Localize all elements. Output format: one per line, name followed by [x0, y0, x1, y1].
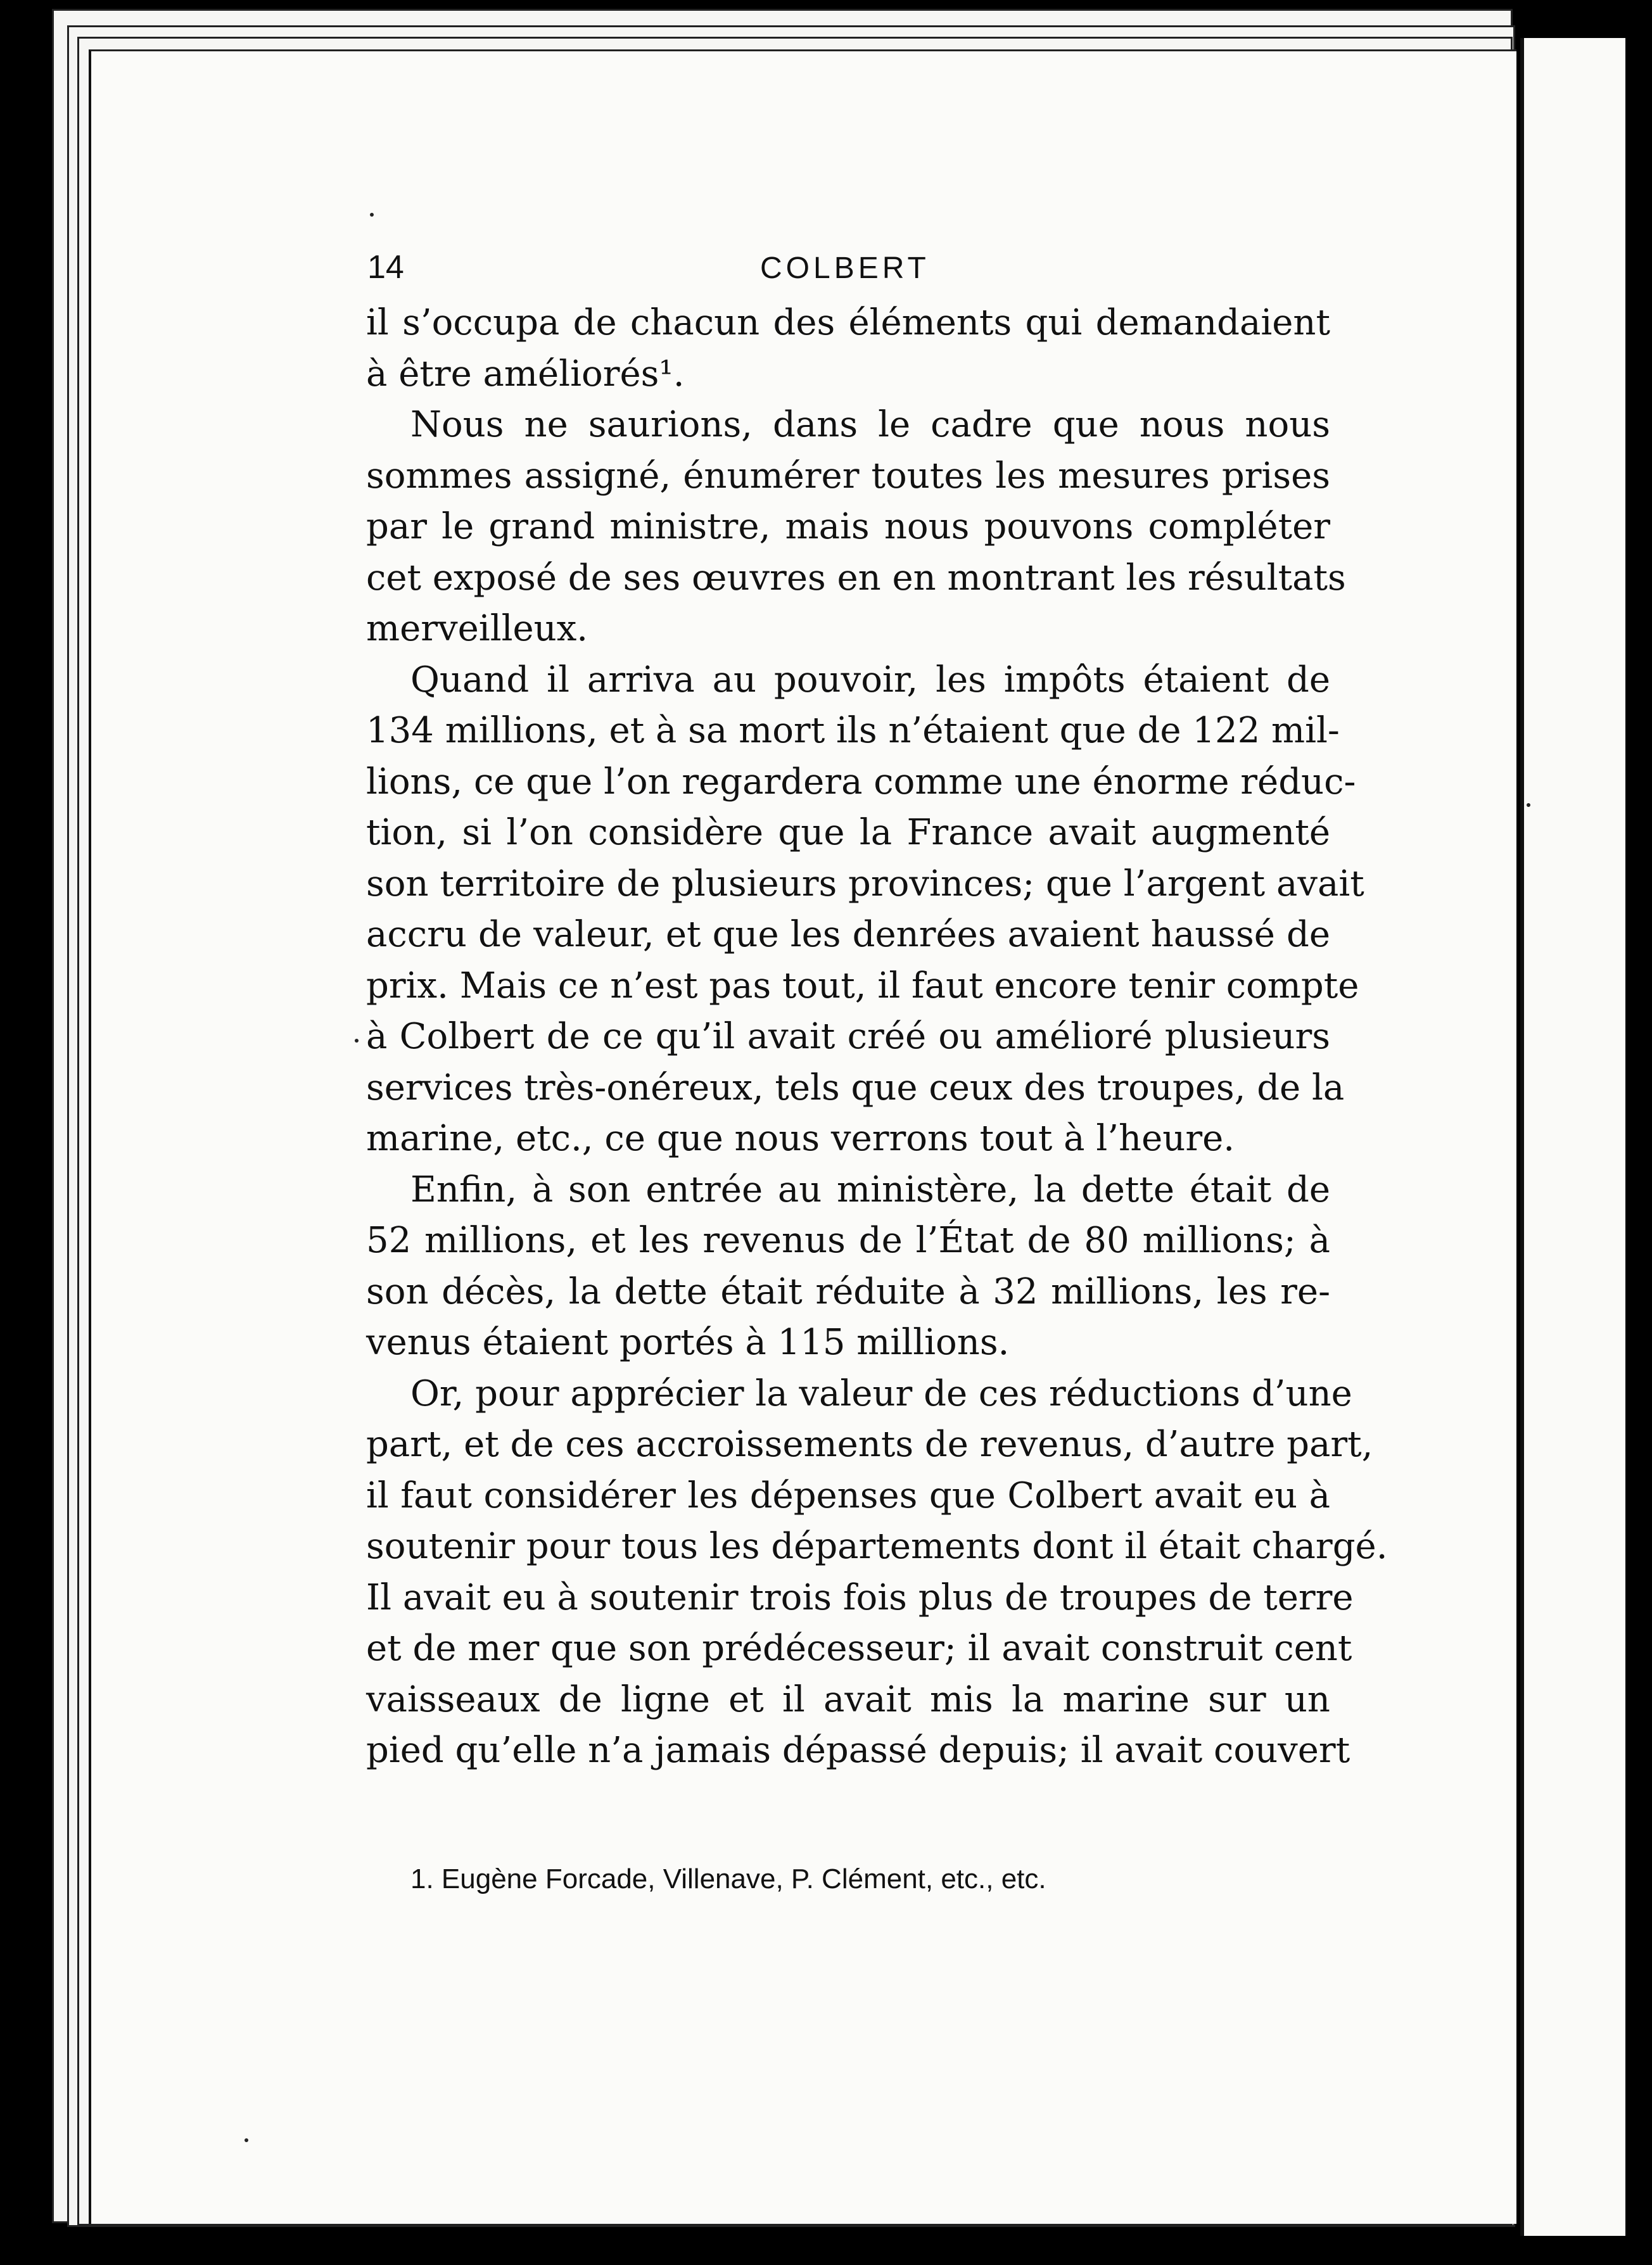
- text-line: services très-onéreux, tels que ceux des troupes, de la: [366, 1067, 1345, 1108]
- text-line: merveilleux.: [366, 608, 588, 649]
- text-line: Or, pour apprécier la valeur de ces réductions d’une: [410, 1373, 1352, 1414]
- text-line: soutenir pour tous les départements dont il était chargé.: [366, 1526, 1388, 1567]
- facing-page-edge: [1520, 38, 1625, 2236]
- text-line: sommes assigné, énumérer toutes les mesures prises: [366, 455, 1330, 497]
- scan-speck: [1527, 803, 1530, 807]
- text-line: cet exposé de ses œuvres en en montrant les résultats: [366, 557, 1346, 599]
- text-line: prix. Mais ce n’est pas tout, il faut encore tenir compte: [366, 965, 1359, 1006]
- footnote: 1. Eugène Forcade, Villenave, P. Clément, etc., etc.: [410, 1863, 1046, 1894]
- text-line: Nous ne saurions, dans le cadre que nous nous: [410, 404, 1330, 445]
- text-line: son territoire de plusieurs provinces; que l’argent avait: [366, 863, 1364, 904]
- text-line: Il avait eu à soutenir trois fois plus de troupes de terre: [366, 1577, 1354, 1618]
- text-line: 52 millions, et les revenus de l’État de 80 millions; à: [366, 1220, 1330, 1261]
- body-text: [366, 298, 1388, 1777]
- text-line: à Colbert de ce qu’il avait créé ou amélioré plusieurs: [366, 1016, 1330, 1057]
- text-line: il faut considérer les dépenses que Colbert avait eu à: [366, 1475, 1330, 1516]
- text-line: Quand il arriva au pouvoir, les impôts étaient de: [410, 659, 1330, 701]
- text-line: 134 millions, et à sa mort ils n’étaient que de 122 mil-: [366, 710, 1340, 751]
- text-line: part, et de ces accroissements de revenus, d’autre part,: [366, 1424, 1373, 1465]
- text-line: par le grand ministre, mais nous pouvons compléter: [366, 506, 1330, 547]
- text-line: accru de valeur, et que les denrées avaient haussé de: [366, 914, 1330, 955]
- page-number: 14: [367, 249, 404, 286]
- text-line: lions, ce que l’on regardera comme une énorme réduc-: [366, 761, 1356, 803]
- text-line: tion, si l’on considère que la France avait augmenté: [366, 812, 1330, 853]
- text-line: Enfin, à son entrée au ministère, la dette était de: [410, 1169, 1330, 1210]
- text-line: venus étaient portés à 115 millions.: [366, 1322, 1010, 1363]
- running-title: COLBERT: [760, 251, 930, 285]
- text-line: marine, etc., ce que nous verrons tout à l’heure.: [366, 1118, 1235, 1159]
- scan-speck: [370, 213, 374, 217]
- text-line: pied qu’elle n’a jamais dépassé depuis; il avait couvert: [366, 1730, 1350, 1771]
- text-line: à être améliorés¹.: [366, 353, 685, 395]
- page-header: [367, 248, 1330, 293]
- text-line: il s’occupa de chacun des éléments qui demandaient: [366, 302, 1330, 343]
- text-line: vaisseaux de ligne et il avait mis la marine sur un: [366, 1678, 1330, 1720]
- text-line: et de mer que son prédécesseur; il avait construit cent: [366, 1628, 1352, 1669]
- text-line: son décès, la dette était réduite à 32 millions, les re-: [366, 1271, 1330, 1312]
- scan-speck: [355, 1039, 359, 1043]
- scan-speck: [245, 2138, 248, 2142]
